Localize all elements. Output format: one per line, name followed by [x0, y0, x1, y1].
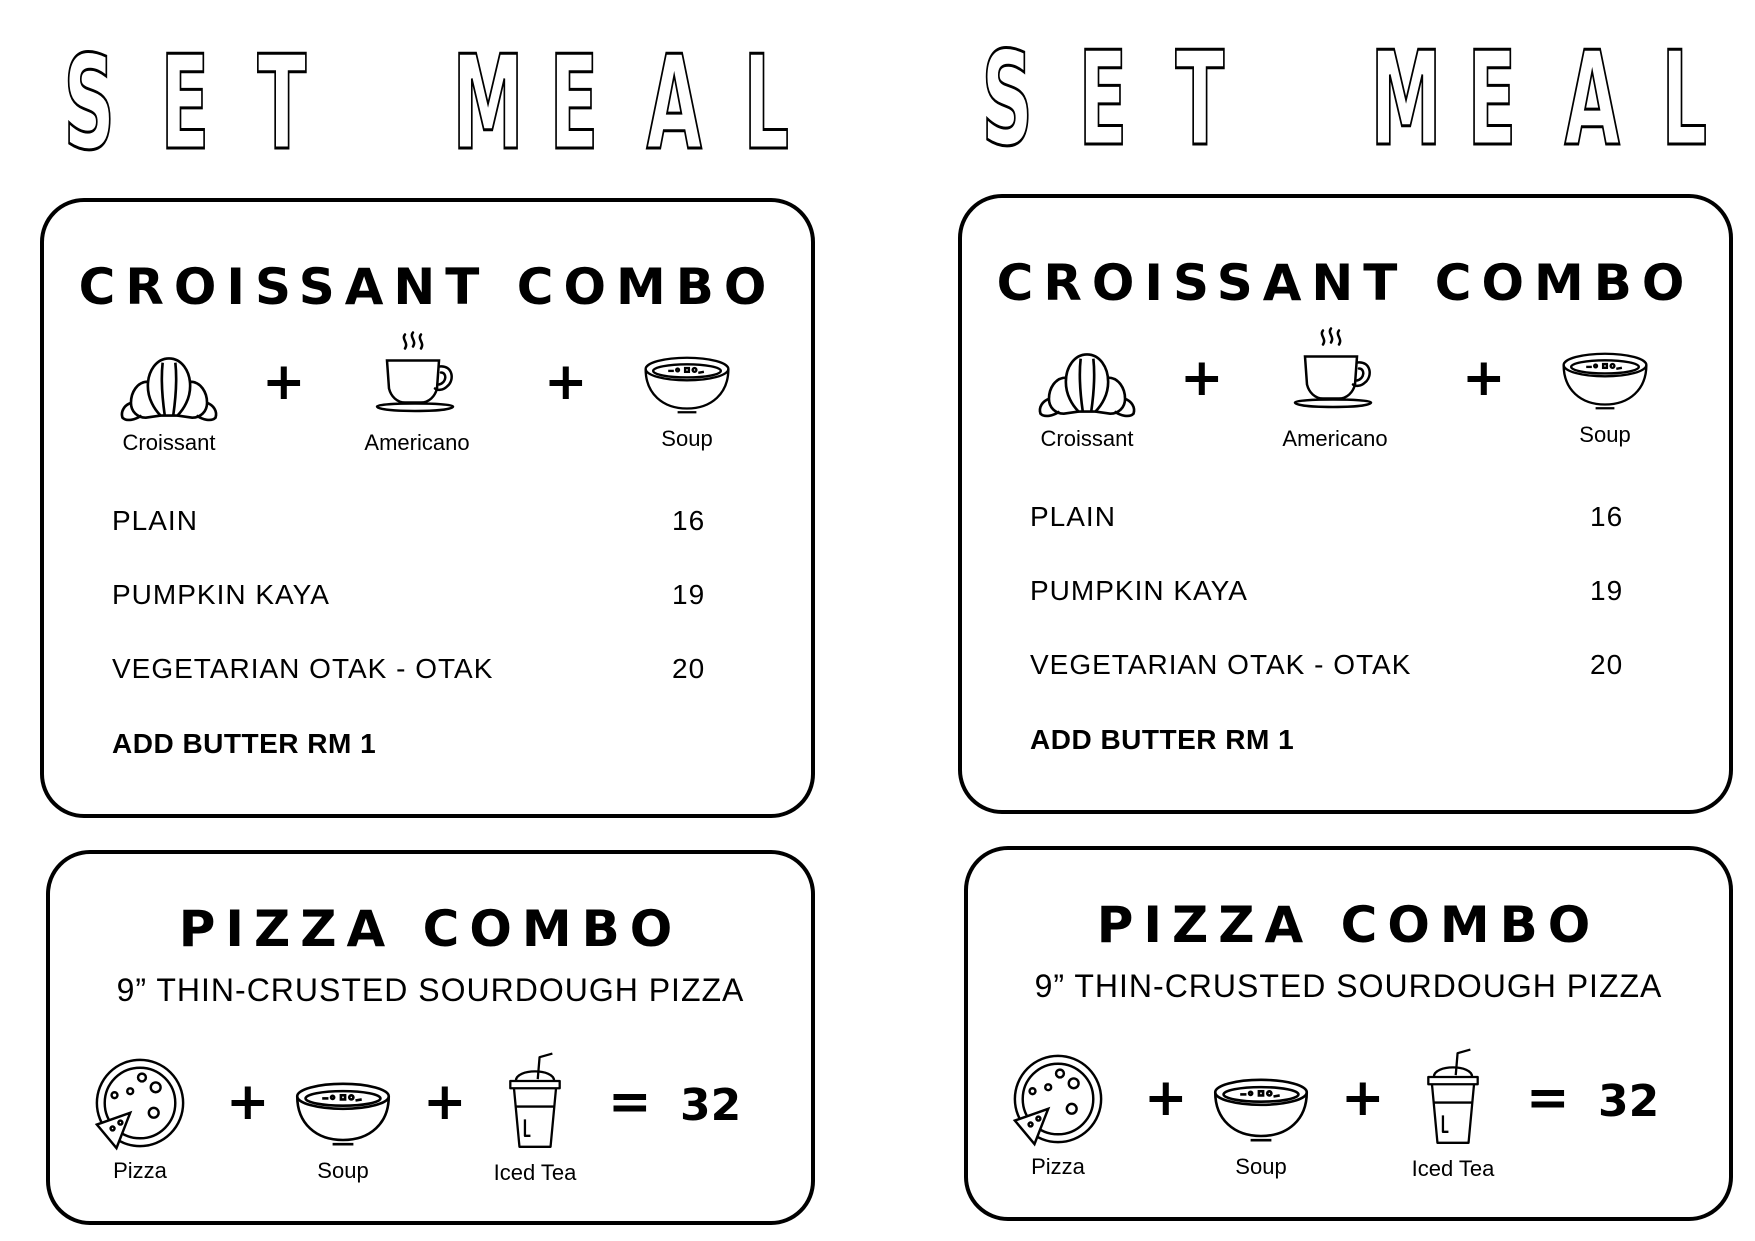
- soup-item: [637, 350, 737, 452]
- croissant-item: [1032, 346, 1142, 452]
- title-letter: E: [1078, 23, 1128, 175]
- title-letter: E: [1467, 23, 1517, 175]
- croissant-combo-card: [958, 194, 1733, 814]
- title-letter: M: [452, 27, 524, 179]
- menu-item-price: 19: [1590, 575, 1624, 606]
- menu-item-name: PLAIN: [1030, 501, 1116, 532]
- addon-note: ADD BUTTER RM 1: [1030, 724, 1295, 755]
- menu-item-price: 20: [672, 653, 706, 684]
- set-meal-title: [968, 23, 1708, 175]
- title-letter: T: [1175, 23, 1225, 175]
- pizza-combo-card: [964, 846, 1733, 1221]
- icon-label: Soup: [1235, 1154, 1287, 1179]
- icon-label: Soup: [317, 1158, 369, 1183]
- croissant-combo-title: CROISSANT COMBO: [996, 254, 1695, 312]
- menu-left: [0, 0, 877, 1241]
- title-letter: E: [549, 27, 599, 179]
- pizza-icon: [1009, 1050, 1107, 1148]
- pizza-icon: [91, 1054, 189, 1152]
- title-letter: T: [257, 27, 307, 179]
- pizza-combo-title: PIZZA COMBO: [178, 900, 683, 958]
- plus-icon: +: [226, 1072, 270, 1132]
- icon-label: Croissant: [1040, 426, 1134, 451]
- americano-item: [362, 327, 472, 456]
- soup-item: [1555, 346, 1655, 448]
- soup-bowl-icon: [1558, 346, 1652, 416]
- pizza-combo-title: PIZZA COMBO: [1096, 896, 1601, 954]
- icon-label: Soup: [1579, 422, 1631, 447]
- soup-bowl-icon: [291, 1076, 395, 1152]
- title-letter: M: [1370, 23, 1442, 175]
- menu-right: [918, 0, 1755, 1237]
- icon-label: Iced Tea: [1411, 1156, 1495, 1181]
- plus-icon: +: [1180, 348, 1224, 408]
- title-letter: S: [63, 27, 116, 179]
- soup-bowl-icon: [640, 350, 734, 420]
- menu-item-name: VEGETARIAN OTAK - OTAK: [112, 653, 494, 684]
- set-meal-title: [50, 27, 790, 179]
- title-letter: L: [1661, 23, 1708, 175]
- menu-item-price: 19: [672, 579, 706, 610]
- title-letter: S: [981, 23, 1034, 175]
- coffee-cup-icon: [1285, 323, 1385, 420]
- plus-icon: +: [423, 1072, 467, 1132]
- equals-icon: =: [608, 1072, 652, 1132]
- combo-price: 32: [1598, 1076, 1660, 1127]
- menu-item-price: 16: [672, 505, 706, 536]
- iced-tea-icon: [503, 1050, 567, 1154]
- croissant-item: [114, 350, 224, 456]
- pizza-subtitle: 9” THIN-CRUSTED SOURDOUGH PIZZA: [116, 972, 745, 1008]
- pizza-combo-card: [46, 850, 815, 1225]
- croissant-icon: [1034, 346, 1140, 420]
- menu-item-name: PUMPKIN KAYA: [112, 579, 330, 610]
- menu-item-price: 20: [1590, 649, 1624, 680]
- icon-label: Croissant: [122, 430, 216, 455]
- icon-label: Pizza: [1031, 1154, 1085, 1179]
- menu-item-name: PLAIN: [112, 505, 198, 536]
- plus-icon: +: [262, 352, 306, 412]
- iced-tea-icon: [1421, 1046, 1485, 1150]
- title-letter: A: [646, 27, 702, 179]
- croissant-combo-title: CROISSANT COMBO: [78, 258, 777, 316]
- title-letter: L: [743, 27, 790, 179]
- pizza-item: [1008, 1050, 1108, 1180]
- addon-note: ADD BUTTER RM 1: [112, 728, 377, 759]
- title-letter: A: [1564, 23, 1620, 175]
- equals-icon: =: [1526, 1068, 1570, 1128]
- croissant-icon: [116, 350, 222, 424]
- coffee-cup-icon: [367, 327, 467, 424]
- pizza-subtitle: 9” THIN-CRUSTED SOURDOUGH PIZZA: [1034, 968, 1663, 1004]
- iced-tea-item: [1408, 1046, 1498, 1182]
- menu-item-name: VEGETARIAN OTAK - OTAK: [1030, 649, 1412, 680]
- menu-item-name: PUMPKIN KAYA: [1030, 575, 1248, 606]
- plus-icon: +: [1341, 1068, 1385, 1128]
- soup-item: [1206, 1072, 1316, 1180]
- plus-icon: +: [1144, 1068, 1188, 1128]
- icon-label: Soup: [661, 426, 713, 451]
- combo-price: 32: [680, 1080, 742, 1131]
- icon-label: Americano: [1282, 426, 1388, 451]
- americano-item: [1280, 323, 1390, 452]
- menu-item-price: 16: [1590, 501, 1624, 532]
- pizza-item: [90, 1054, 190, 1184]
- plus-icon: +: [1462, 348, 1506, 408]
- iced-tea-item: [490, 1050, 580, 1186]
- croissant-combo-card: [40, 198, 815, 818]
- title-letter: E: [160, 27, 210, 179]
- icon-label: Pizza: [113, 1158, 167, 1183]
- plus-icon: +: [544, 352, 588, 412]
- soup-bowl-icon: [1209, 1072, 1313, 1148]
- soup-item: [288, 1076, 398, 1184]
- icon-label: Iced Tea: [493, 1160, 577, 1185]
- icon-label: Americano: [364, 430, 470, 455]
